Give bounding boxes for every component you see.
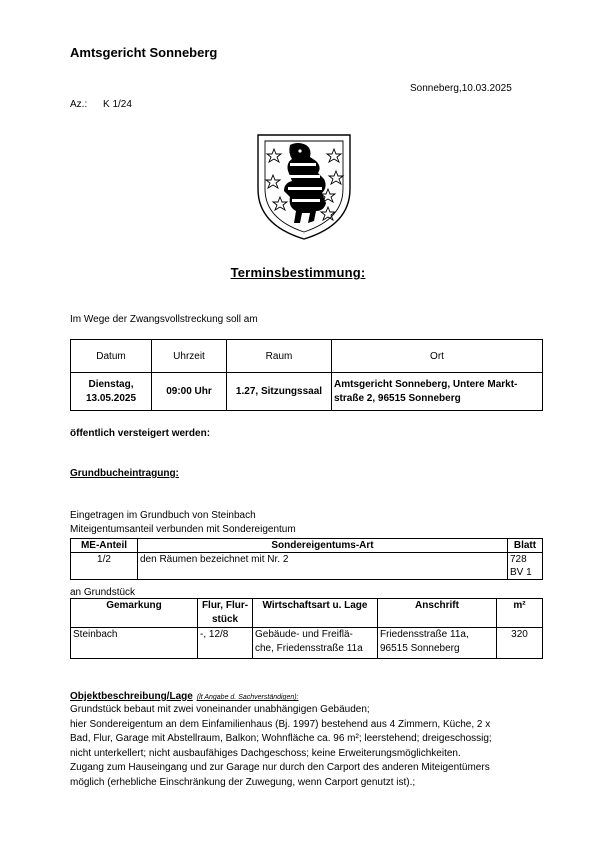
page-title: Terminsbestimmung: (230, 265, 366, 280)
header-gemarkung: Gemarkung (71, 599, 198, 628)
schedule-table (70, 339, 543, 411)
object-line: Bad, Flur, Garage mit Abstellraum, Balkon; Wohnfläche ca. 96 m²; leerstehend; dreigeschossig; (70, 733, 492, 744)
kind-value: den Räumen bezeichnet mit Nr. 2 (138, 553, 508, 580)
schedule-place-line2: straße 2, 96515 Sonneberg (334, 392, 461, 404)
header-flur-line1: Flur, Flur- (201, 600, 249, 611)
object-line: hier Sondereigentum an dem Einfamilienhaus (Bj. 1997) bestehend aus 4 Zimmern, Küche, 2 x (70, 718, 491, 730)
object-heading-note: (lt Angabe d. Sachverständigen): (196, 694, 299, 701)
header-place: Ort (332, 340, 543, 373)
sheet-bv: BV 1 (510, 567, 532, 578)
table-row (71, 628, 543, 659)
object-line: Grundstück bebaut mit zwei voneinander unabhängigen Gebäuden; (70, 704, 370, 715)
parcel-area: 320 (497, 628, 543, 659)
header-sheet: Blatt (508, 539, 543, 553)
header-share: ME-Anteil (71, 539, 138, 553)
schedule-room: 1.27, Sitzungssaal (227, 373, 332, 411)
table-row (71, 553, 543, 580)
table-header-row (71, 599, 543, 628)
land-register-line1: Eingetragen im Grundbuch von Steinbach (70, 510, 256, 521)
header-date: Datum (71, 340, 152, 373)
table-row (71, 373, 543, 411)
file-number-value: K 1/24 (103, 99, 132, 110)
ownership-table (70, 538, 543, 580)
sheet-value (508, 553, 543, 580)
schedule-date-value: 13.05.2025 (85, 392, 137, 404)
parcel-usage-line2: che, Friedensstraße 11a (255, 643, 363, 654)
schedule-date-weekday: Dienstag, (88, 378, 134, 390)
parcel-address-line2: 96515 Sonneberg (380, 643, 460, 654)
land-register-heading: Grundbucheintragung: (70, 468, 179, 479)
sheet-number: 728 (510, 554, 527, 565)
object-line: möglich (erhebliche Einschränkung der Zuwegung, wenn Carport genutzt ist).; (70, 776, 416, 788)
share-value: 1/2 (71, 553, 138, 580)
place-date: Sonneberg,10.03.2025 (410, 83, 512, 94)
header-time: Uhrzeit (152, 340, 227, 373)
header-flur-line2: stück (211, 614, 239, 625)
parcel-usage (253, 628, 378, 659)
coat-of-arms-icon (254, 127, 354, 248)
schedule-time: 09:00 Uhr (152, 373, 227, 411)
parcel-gemarkung: Steinbach (71, 628, 198, 659)
object-line: Zugang zum Hauseingang und zur Garage nur durch den Carport des anderen Miteigentümers (70, 762, 490, 773)
land-register-line2: Miteigentumsanteil verbunden mit Sondereigentum (70, 524, 296, 535)
parcel-table (70, 598, 543, 659)
table-header-row (71, 539, 543, 553)
header-kind: Sondereigentums-Art (138, 539, 508, 553)
header-area: m² (497, 599, 543, 628)
parcel-address-line1: Friedensstraße 11a, (380, 629, 469, 640)
object-heading-text: Objektbeschreibung/Lage (70, 691, 193, 702)
parcel-address (378, 628, 497, 659)
header-room: Raum (227, 340, 332, 373)
schedule-date (71, 373, 152, 411)
file-number-label: Az.: (70, 99, 88, 110)
parcel-flur: -, 12/8 (198, 628, 253, 659)
header-flur (198, 599, 253, 628)
court-name: Amtsgericht Sonneberg (70, 45, 218, 60)
schedule-place-line1: Amtsgericht Sonneberg, Untere Markt- (334, 378, 518, 390)
intro-text: Im Wege der Zwangsvollstreckung soll am (70, 314, 258, 325)
object-description (70, 703, 540, 790)
table-header-row (71, 340, 543, 373)
header-usage: Wirtschaftsart u. Lage (253, 599, 378, 628)
schedule-place (332, 373, 543, 411)
parcel-usage-line1: Gebäude- und Freiflä- (255, 629, 353, 640)
object-line: nicht unterkellert; nicht ausbaufähiges Dachgeschoss; keine Erweiterungsmöglichkeiten. (70, 747, 461, 759)
auction-statement: öffentlich versteigert werden: (70, 428, 211, 439)
header-address: Anschrift (378, 599, 497, 628)
parcel-label: an Grundstück (70, 587, 136, 598)
